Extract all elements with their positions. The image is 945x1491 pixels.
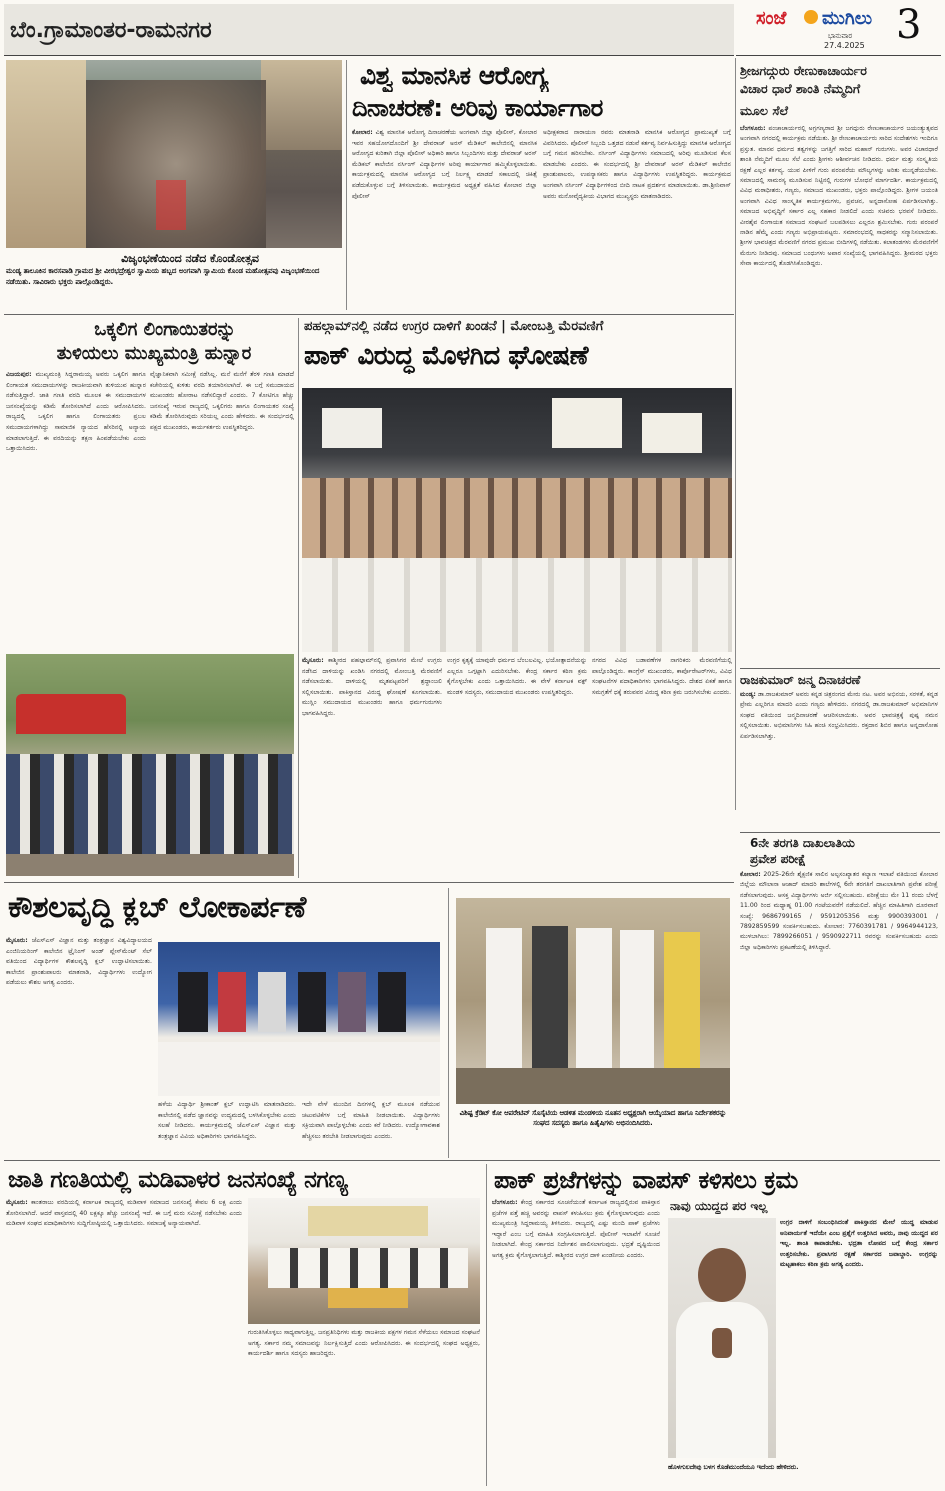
okkaliga-col2-text: ವೈಜ್ಞಾನಿಕವಾಗಿ ಸಮೀಕ್ಷೆ ನಡೆಸಿಲ್ಲ. ಮನೆ ಮನೆಗೆ ತೆರಳಿ ಗಣತಿ ಮಾಡದೆ ಕಚೇರಿಯಲ್ಲಿ ಕುಳಿತು ವರದಿ ತಯಾರಿಸಲಾಗಿದೆ. ಈ ಬಗ್ಗೆ ಸಮುದಾಯದ ಮುಖಂಡರು ಹೋರಾಟ ನಡೆಸಲಿದ್ದಾರೆ ಎಂದರು. 7 ಕೋಟಿಗೂ ಹೆಚ್ಚು ಜನಸಂಖ್ಯೆ ಇರುವ ರಾಜ್ಯದಲ್ಲಿ ಒಕ್ಕಲಿಗರು ಹಾಗೂ ಲಿಂಗಾಯತರ ಸಂಖ್ಯೆ ಕಡಿಮೆ ತೋರಿಸಿರುವುದು ಸರಿಯಲ್ಲ ಎಂದು ಹೇಳಿದರು. ಈ ಸಂದರ್ಭದಲ್ಲಿ ಪಕ್ಷದ ಮುಖಂಡರು, ಕಾರ್ಯಕರ್ತರು ಉಪಸ್ಥಿತರಿದ್ದರು.	[150, 371, 294, 431]
admission-dateline: ಕೋಲಾರ:	[740, 871, 761, 878]
skill-club-col2-text: ಹಳೆಯ ವಿದ್ಯಾರ್ಥಿ ಶ್ರೀಕಾಂತ್ ಕ್ಲಬ್ ಉದ್ಘಾಟಿಸಿ ಮಾತನಾಡಿದರು. ಕಾಲೇಜಿನಲ್ಲಿ ಪಡೆದ ಜ್ಞಾನವನ್ನು ಉದ್ಯಮದಲ್ಲಿ ಬಳಸಿಕೊಳ್ಳಬೇಕು ಎಂದು ಸಲಹೆ ನೀಡಿದರು. ಕಾರ್ಯಕ್ರಮದಲ್ಲಿ ಜೆಎಸ್ಎಸ್ ವಿಜ್ಞಾನ ಮತ್ತು ತಂತ್ರಜ್ಞಾನ ವಿವಿಯ ಅಧಿಕಾರಿಗಳು ಭಾಗವಹಿಸಿದ್ದರು.	[158, 1101, 296, 1140]
okkaliga-col1-text: ಮುಖ್ಯಮಂತ್ರಿ ಸಿದ್ದರಾಮಯ್ಯ ಅವರು ಒಕ್ಕಲಿಗ ಹಾಗೂ ಲಿಂಗಾಯತ ಸಮುದಾಯಗಳನ್ನು ರಾಜಕೀಯವಾಗಿ ತುಳಿಯುವ ಹುನ್ನಾರ ನಡೆಸುತ್ತಿದ್ದಾರೆ. ಜಾತಿ ಗಣತಿ ವರದಿ ಮೂಲಕ ಈ ಸಮುದಾಯಗಳ ಜನಸಂಖ್ಯೆಯನ್ನು ಕಡಿಮೆ ತೋರಿಸಲಾಗಿದೆ ಎಂದು ಆರೋಪಿಸಿದರು. ರಾಜ್ಯದಲ್ಲಿ ಒಕ್ಕಲಿಗ ಹಾಗೂ ಲಿಂಗಾಯತರು ಪ್ರಬಲ ಸಮುದಾಯಗಳಾಗಿದ್ದು ಸಾಮಾಜಿಕ ನ್ಯಾಯದ ಹೆಸರಿನಲ್ಲಿ ಅನ್ಯಾಯ ಮಾಡಲಾಗುತ್ತಿದೆ. ಈ ವರದಿಯನ್ನು ತಕ್ಷಣ ಹಿಂಪಡೆಯಬೇಕು ಎಂದು ಒತ್ತಾಯಿಸಿದರು.	[6, 371, 146, 453]
admission-headline-1: 6ನೇ ತರಗತಿ ದಾಖಲಾತಿಯ	[750, 836, 855, 850]
pak-citizens-body-text: ಕೇಂದ್ರ ಸರ್ಕಾರದ ಸೂಚನೆಯಂತೆ ಕರ್ನಾಟಕ ರಾಜ್ಯದಲ್ಲಿರುವ ಪಾಕಿಸ್ತಾನ ಪ್ರಜೆಗಳ ಪತ್ತೆ ಹಚ್ಚಿ ಅವರನ್ನು ವಾಪಸ್ ಕಳುಹಿಸಲು ಕ್ರಮ ಕೈಗೊಳ್ಳಲಾಗುವುದು ಎಂದು ಮುಖ್ಯಮಂತ್ರಿ ಸಿದ್ದರಾಮಯ್ಯ ತಿಳಿಸಿದರು. ರಾಜ್ಯದಲ್ಲಿ ಎಷ್ಟು ಮಂದಿ ಪಾಕ್ ಪ್ರಜೆಗಳು ಇದ್ದಾರೆ ಎಂಬ ಬಗ್ಗೆ ಮಾಹಿತಿ ಸಂಗ್ರಹಿಸಲಾಗುತ್ತಿದೆ. ಪೊಲೀಸ್ ಇಲಾಖೆಗೆ ಸೂಚನೆ ನೀಡಲಾಗಿದೆ. ಕೇಂದ್ರ ಸರ್ಕಾರದ ನಿರ್ದೇಶನ ಪಾಲಿಸಲಾಗುವುದು. ಭದ್ರತೆ ದೃಷ್ಟಿಯಿಂದ ಅಗತ್ಯ ಕ್ರಮ ಕೈಗೊಳ್ಳಲಾಗುತ್ತಿದೆ. ಕಾಶ್ಮೀರದ ಉಗ್ರರ ದಾಳಿ ಖಂಡನೀಯ ಎಂದರು.	[492, 1199, 660, 1259]
skill-club-col2	[158, 1100, 296, 1158]
protest-col1	[302, 656, 442, 876]
section-divider	[740, 668, 940, 669]
madivala-photo	[248, 1198, 480, 1324]
section-divider	[4, 882, 734, 883]
madivala-headline: ಜಾತಿ ಗಣತಿಯಲ್ಲಿ ಮಡಿವಾಳರ ಜನಸಂಖ್ಯೆ ನಗಣ್ಯ	[8, 1167, 348, 1193]
renuka-headline-1: ಶ್ರೀಜಗದ್ಗುರು ರೇಣುಕಾಚಾರ್ಯರ	[740, 63, 867, 78]
protest-photo	[302, 388, 732, 652]
protest-col1-text: ಕಾಶ್ಮೀರದ ಪಹಲ್ಗಾಮ್‌ನಲ್ಲಿ ಪ್ರವಾಸಿಗರ ಮೇಲೆ ಉಗ್ರರು ನಡೆಸಿದ ದಾಳಿಯನ್ನು ಖಂಡಿಸಿ ನಗರದಲ್ಲಿ ಮೋಂಬತ್ತಿ ಮೆರವಣಿಗೆ ನಡೆಸಲಾಯಿತು. ದಾಳಿಯಲ್ಲಿ ಮೃತಪಟ್ಟವರಿಗೆ ಶ್ರದ್ಧಾಂಜಲಿ ಸಲ್ಲಿಸಲಾಯಿತು. ಪಾಕಿಸ್ತಾನದ ವಿರುದ್ಧ ಘೋಷಣೆ ಕೂಗಲಾಯಿತು. ಮುಸ್ಲಿಂ ಸಮುದಾಯದ ಮುಖಂಡರು ಹಾಗೂ ಧರ್ಮಗುರುಗಳು ಭಾಗವಹಿಸಿದ್ದರು.	[302, 657, 442, 717]
protest-kicker: ಪಹಲ್ಗಾಮ್‌ನಲ್ಲಿ ನಡೆದ ಉಗ್ರರ ದಾಳಿಗೆ ಖಂಡನೆ | ಮೋಂಬತ್ತಿ ಮೆರವಣಿಗೆ	[304, 319, 604, 334]
paper-name-part1: ಸಂಜೆ	[756, 8, 787, 29]
protest-col3	[592, 656, 732, 876]
sun-icon	[804, 10, 818, 24]
skill-club-col3	[302, 1100, 440, 1158]
column-rule	[346, 60, 347, 310]
okkaliga-col2	[150, 370, 294, 650]
admission-headline-2: ಪ್ರವೇಶ ಪರೀಕ್ಷೆ	[750, 852, 806, 866]
renuka-body	[740, 124, 938, 664]
protest-col3-text: ನಗರದ ವಿವಿಧ ಬಡಾವಣೆಗಳ ನಾಗರಿಕರು ಮೆರವಣಿಗೆಯಲ್ಲಿ ಪಾಲ್ಗೊಂಡಿದ್ದರು. ಕಾಂಗ್ರೆಸ್ ಮುಖಂಡರು, ಕಾರ್ಪೊರೇಟರ್‌ಗಳು, ವಿವಿಧ ಸಂಘಟನೆಗಳ ಪದಾಧಿಕಾರಿಗಳು ಭಾಗವಹಿಸಿದ್ದರು. ದೇಶದ ಏಕತೆ ಹಾಗೂ ಸಮಗ್ರತೆಗೆ ಧಕ್ಕೆ ತರುವವರ ವಿರುದ್ಧ ಕಠಿಣ ಕ್ರಮ ಜರುಗಿಸಬೇಕು ಎಂದರು.	[592, 657, 732, 696]
cm-portrait-caption: ಹೊಳಗುಲದೇವು ಬಳಗ ಕೊಡೆಮುಂದೆಯೂ ಇದೆಂದು ಹೇಳಿದರು.	[668, 1463, 799, 1471]
madivala-col2-text: ಗುರುತಿಸಿಕೊಳ್ಳಲು ಸಾಧ್ಯವಾಗುತ್ತಿಲ್ಲ. ಜನಪ್ರತಿನಿಧಿಗಳು ಮತ್ತು ರಾಜಕೀಯ ಪಕ್ಷಗಳ ಗಮನ ಸೆಳೆಯಲು ಸಮಾಜದ ಸಂಘಟನೆ ಅಗತ್ಯ. ಸರ್ಕಾರ ನಮ್ಮ ಸಮಾಜವನ್ನು ನಿರ್ಲಕ್ಷಿಸುತ್ತಿದೆ ಎಂದು ಆರೋಪಿಸಿದರು. ಈ ಸಂದರ್ಭದಲ್ಲಿ ಸಂಘದ ಅಧ್ಯಕ್ಷರು, ಕಾರ್ಯದರ್ಶಿ ಹಾಗೂ ಸದಸ್ಯರು ಹಾಜರಿದ್ದರು.	[248, 1329, 480, 1358]
okkaliga-group-photo	[6, 654, 294, 876]
mental-health-headline-2: ದಿನಾಚರಣೆ: ಅರಿವು ಕಾರ್ಯಾಗಾರ	[352, 94, 603, 122]
column-rule	[448, 888, 449, 1158]
rajkumar-body	[740, 690, 938, 830]
section-divider	[4, 314, 734, 315]
felicitation-photo	[456, 898, 730, 1104]
protest-dateline: ಮೈಸೂರು:	[302, 657, 324, 664]
protest-headline: ಪಾಕ್ ವಿರುದ್ಧ ಮೊಳಗಿದ ಘೋಷಣೆ	[304, 341, 589, 371]
skill-club-col3-text: ಇದೇ ವೇಳೆ ಮುಂದಿನ ದಿನಗಳಲ್ಲಿ ಕ್ಲಬ್ ಮೂಲಕ ನಡೆಯುವ ಚಟುವಟಿಕೆಗಳ ಬಗ್ಗೆ ಮಾಹಿತಿ ನೀಡಲಾಯಿತು. ವಿದ್ಯಾರ್ಥಿಗಳು ಸಕ್ರಿಯವಾಗಿ ಪಾಲ್ಗೊಳ್ಳಬೇಕು ಎಂದು ಕರೆ ನೀಡಿದರು. ಉದ್ಯೋಗಾವಕಾಶ ಹೆಚ್ಚಿಸಲು ತರಬೇತಿ ನೀಡಲಾಗುವುದು ಎಂದರು.	[302, 1101, 440, 1140]
section-banner	[4, 4, 734, 56]
rajkumar-headline: ರಾಜಕುಮಾರ್ ಜನ್ಮ ದಿನಾಚರಣೆ	[740, 673, 861, 687]
renuka-headline-3: ಮೂಲ ಸೆಲೆ	[740, 103, 789, 118]
okkaliga-dateline: ವಿಜಯಪುರ:	[6, 371, 32, 378]
felicitation-caption: ವಿಶಿಷ್ಟ ಕ್ರೆಡಿಟ್ ಕೋ ಆಪರೇಟಿವ್ ಸೊಸೈಟಿಯ ಆಡಳಿತ ಮಂಡಳಿಯ ನೂತನ ಅಧ್ಯಕ್ಷರಾಗಿ ಆಯ್ಕೆಯಾದ ಹಾಗೂ ನಿರ್ದೇಶಕರನ್ನು ಸಂಘದ ಸದಸ್ಯರು ಹಾಗೂ ಹಿತೈಷಿಗಳು ಅಭಿನಂದಿಸಿದರು.	[459, 1109, 727, 1127]
renuka-headline-2: ವಿಚಾರ ಧಾರೆ ಶಾಂತಿ ನೆಮ್ಮದಿಗೆ	[740, 81, 861, 96]
okkaliga-headline-2: ತುಳಿಯಲು ಮುಖ್ಯಮಂತ್ರಿ ಹುನ್ನಾರ	[56, 343, 252, 364]
renuka-dateline: ಬೆಂಗಳೂರು:	[740, 125, 766, 132]
mental-health-col1-text: ವಿಶ್ವ ಮಾನಸಿಕ ಆರೋಗ್ಯ ದಿನಾಚರಣೆಯ ಅಂಗವಾಗಿ ಜಿಲ್ಲಾ ಪೊಲೀಸ್, ಕೋಲಾರ ಇವರ ಸಹಯೋಗದೊಂದಿಗೆ ಶ್ರೀ ದೇವರಾಜ್ ಅರಸ್ ಮೆಡಿಕಲ್ ಕಾಲೇಜಿನಲ್ಲಿ ಮಾನಸಿಕ ಆರೋಗ್ಯದ ಕುರಿತಾಗಿ ಜಿಲ್ಲಾ ಪೊಲೀಸ್ ಅಧಿಕಾರಿ ಹಾಗೂ ಸಿಬ್ಬಂದಿಗಳು ಮತ್ತು ದೇವರಾಜ್ ಅರಸ್ ಮೆಡಿಕಲ್ ಕಾಲೇಜಿನ ನರ್ಸಿಂಗ್ ವಿದ್ಯಾರ್ಥಿಗಳ ಅರಿವು ಕಾರ್ಯಾಗಾರ ಹಮ್ಮಿಕೊಳ್ಳಲಾಯಿತು. ಕಾರ್ಯಕ್ರಮದಲ್ಲಿ ಮಾನಸಿಕ ಆರೋಗ್ಯದ ಬಗ್ಗೆ ನಿರ್ಲಕ್ಷ್ಯ ಮಾಡದೆ ಸಕಾಲದಲ್ಲಿ ಚಿಕಿತ್ಸೆ ಪಡೆದುಕೊಳ್ಳುವ ಬಗ್ಗೆ ತಿಳಿಸಲಾಯಿತು. ಕಾರ್ಯಕ್ರಮದ ಅಧ್ಯಕ್ಷತೆ ವಹಿಸಿದ ಕೋಲಾರ ಜಿಲ್ಲಾ ಪೊಲೀಸ್	[352, 129, 537, 200]
madivala-col1	[6, 1198, 242, 1486]
column-rule	[735, 58, 736, 810]
pak-citizens-sidebar-title: ನಾವು ಯುದ್ಧದ ಪರ ಇಲ್ಲ	[670, 1199, 768, 1213]
mental-health-col2-text: ಅಧೀಕ್ಷಕರಾದ ನಾರಾಯಣ ರವರು ಮಾತನಾಡಿ ಮಾನಸಿಕ ಆರೋಗ್ಯದ ಪ್ರಾಮುಖ್ಯತೆ ಬಗ್ಗೆ ವಿವರಿಸಿದರು. ಪೊಲೀಸ್ ಸಿಬ್ಬಂದಿ ಒತ್ತಡದ ನಡುವೆ ಕರ್ತವ್ಯ ನಿರ್ವಹಿಸುತ್ತಿದ್ದು ಮಾನಸಿಕ ಆರೋಗ್ಯದ ಬಗ್ಗೆ ಗಮನ ಹರಿಸಬೇಕು. ನರ್ಸಿಂಗ್ ವಿದ್ಯಾರ್ಥಿಗಳು ಸಮಾಜದಲ್ಲಿ ಅರಿವು ಮೂಡಿಸುವ ಕೆಲಸ ಮಾಡಬೇಕು ಎಂದರು. ಈ ಸಂದರ್ಭದಲ್ಲಿ ಶ್ರೀ ದೇವರಾಜ್ ಅರಸ್ ಮೆಡಿಕಲ್ ಕಾಲೇಜಿನ ಪ್ರಾಂಶುಪಾಲರು, ಉಪನ್ಯಾಸಕರು ಹಾಗೂ ವಿದ್ಯಾರ್ಥಿಗಳು ಉಪಸ್ಥಿತರಿದ್ದರು. ಕಾರ್ಯಕ್ರಮದ ಅಂಗವಾಗಿ ನರ್ಸಿಂಗ್ ವಿದ್ಯಾರ್ಥಿಗಳಿಂದ ಬೀದಿ ನಾಟಕ ಪ್ರದರ್ಶನ ಮಾಡಲಾಯಿತು. ಡಾ.ಶ್ರೀನಿವಾಸ್ ಅವರು ಮನೋವೈದ್ಯಕೀಯ ವಿಭಾಗದ ಮುಖ್ಯಸ್ಥರು ಮಾತನಾಡಿದರು.	[543, 129, 731, 200]
mental-health-col2	[543, 128, 731, 308]
pak-citizens-sidebar-text: ಉಗ್ರರ ದಾಳಿಗೆ ಸಂಬಂಧಿಸಿದಂತೆ ಪಾಕಿಸ್ತಾನದ ಮೇಲೆ ಯುದ್ಧ ಮಾಡುವ ಅನಿವಾರ್ಯತೆ ಇದೆಯೇ ಎಂಬ ಪ್ರಶ್ನೆಗೆ ಉತ್ತರಿಸಿದ ಅವರು, ನಾವು ಯುದ್ಧದ ಪರ ಇಲ್ಲ. ಶಾಂತಿ ಕಾಪಾಡಬೇಕು. ಭದ್ರತಾ ಲೋಪದ ಬಗ್ಗೆ ಕೇಂದ್ರ ಸರ್ಕಾರ ಉತ್ತರಿಸಬೇಕು. ಪ್ರವಾಸಿಗರ ರಕ್ಷಣೆ ಸರ್ಕಾರದ ಜವಾಬ್ದಾರಿ. ಉಗ್ರರನ್ನು ಮಟ್ಟಹಾಕಲು ಕಠಿಣ ಕ್ರಮ ಅಗತ್ಯ ಎಂದರು.	[780, 1219, 938, 1269]
procession-headline: ವಿಜೃಂಭಣೆಯಿಂದ ನಡೆದ ಕೊಂಡೋತ್ಸವ	[121, 252, 259, 265]
skill-club-headline: ಕೌಶಲವೃದ್ಧಿ ಕ್ಲಬ್ ಲೋಕಾರ್ಪಣೆ	[8, 890, 306, 925]
renuka-body-text: ಪಂಚಾಚಾರ್ಯರಲ್ಲಿ ಅಗ್ರಗಣ್ಯರಾದ ಶ್ರೀ ಜಗದ್ಗುರು ರೇಣುಕಾಚಾರ್ಯರ ಜಯಂತ್ಯುತ್ಸವದ ಅಂಗವಾಗಿ ನಗರದಲ್ಲಿ ಕಾರ್ಯಕ್ರಮ ನಡೆಯಿತು. ಶ್ರೀ ರೇಣುಕಾಚಾರ್ಯರು ಸಾರಿದ ಸಂದೇಶಗಳು ಇಂದಿಗೂ ಪ್ರಸ್ತುತ. ಮಾನವ ಧರ್ಮದ ತತ್ವಗಳನ್ನು ಜಗತ್ತಿಗೆ ಸಾರಿದ ಮಹಾನ್ ಗುರುಗಳು. ಅವರ ವಿಚಾರಧಾರೆ ಶಾಂತಿ ನೆಮ್ಮದಿಗೆ ಮೂಲ ಸೆಲೆ ಎಂದು ಶ್ರೀಗಳು ಆಶೀರ್ವಚನ ನೀಡಿದರು. ಧರ್ಮ ಮತ್ತು ಸಂಸ್ಕೃತಿಯ ರಕ್ಷಣೆ ಎಲ್ಲರ ಕರ್ತವ್ಯ. ಯುವ ಪೀಳಿಗೆ ಗುರು ಪರಂಪರೆಯ ಮೌಲ್ಯಗಳನ್ನು ಅರಿತು ಮುನ್ನಡೆಯಬೇಕು. ಸಮಾಜದಲ್ಲಿ ಸಾಮರಸ್ಯ ಮೂಡಿಸುವ ನಿಟ್ಟಿನಲ್ಲಿ ಗುರುಗಳ ಬೋಧನೆ ಮಾರ್ಗದರ್ಶಿ. ಕಾರ್ಯಕ್ರಮದಲ್ಲಿ ವಿವಿಧ ಮಠಾಧೀಶರು, ಗಣ್ಯರು, ಸಮಾಜದ ಮುಖಂಡರು, ಭಕ್ತರು ಪಾಲ್ಗೊಂಡಿದ್ದರು. ಶ್ರೀಗಳ ಜಯಂತಿ ಅಂಗವಾಗಿ ವಿವಿಧ ಸಾಂಸ್ಕೃತಿಕ ಕಾರ್ಯಕ್ರಮಗಳು, ಪ್ರವಚನ, ಅನ್ನದಾಸೋಹ ಏರ್ಪಡಿಸಲಾಗಿತ್ತು. ಸಮಾಜದ ಅಭಿವೃದ್ಧಿಗೆ ಸರ್ಕಾರ ಎಲ್ಲ ಸಹಕಾರ ನೀಡಲಿದೆ ಎಂದು ಸಚಿವರು ಭರವಸೆ ನೀಡಿದರು. ವೀರಶೈವ ಲಿಂಗಾಯತ ಸಮಾಜದ ಸಂಘಟನೆ ಬಲಪಡಿಸಲು ಎಲ್ಲರೂ ಶ್ರಮಿಸಬೇಕು. ಗುರು ಪರಂಪರೆ ನಾಡಿನ ಹೆಮ್ಮೆ ಎಂದು ಗಣ್ಯರು ಅಭಿಪ್ರಾಯಪಟ್ಟರು. ಸಮಾರಂಭದಲ್ಲಿ ಸಾಧಕರನ್ನು ಸನ್ಮಾನಿಸಲಾಯಿತು. ಶ್ರೀಗಳ ಭಾವಚಿತ್ರದ ಮೆರವಣಿಗೆ ನಗರದ ಪ್ರಮುಖ ಬೀದಿಗಳಲ್ಲಿ ನಡೆಯಿತು. ಕಲಾತಂಡಗಳು ಮೆರವಣಿಗೆಗೆ ಮೆರುಗು ನೀಡಿದವು. ಸಮಾಜದ ಬಂಧುಗಳು ಅಪಾರ ಸಂಖ್ಯೆಯಲ್ಲಿ ಭಾಗವಹಿಸಿದ್ದರು. ಶ್ರೀಮಠದ ಭಕ್ತರು ಸೇವಾ ಕಾರ್ಯದಲ್ಲಿ ತೊಡಗಿಸಿಕೊಂಡಿದ್ದರು.	[740, 125, 938, 268]
protest-col2	[447, 656, 587, 876]
pak-citizens-dateline: ಬೆಂಗಳೂರು:	[492, 1199, 518, 1206]
column-rule	[486, 1164, 487, 1486]
admission-body-text: 2025-26ನೇ ಶೈಕ್ಷಣಿಕ ಸಾಲಿನ ಅಲ್ಪಸಂಖ್ಯಾತರ ಕಲ್ಯಾಣ ಇಲಾಖೆ ವತಿಯಿಂದ ಕೋಲಾರ ಜಿಲ್ಲೆಯ ಮೌಲಾನಾ ಆಜಾದ್ ಮಾದರಿ ಶಾಲೆಗಳಲ್ಲಿ 6ನೇ ತರಗತಿಗೆ ದಾಖಲಾತಿಗಾಗಿ ಪ್ರವೇಶ ಪರೀಕ್ಷೆ ನಡೆಸಲಾಗುವುದು. ಆಸಕ್ತ ವಿದ್ಯಾರ್ಥಿಗಳು ಅರ್ಜಿ ಸಲ್ಲಿಸಬಹುದು. ಪರೀಕ್ಷೆಯು ಮೇ 11 ರಂದು ಬೆಳಗ್ಗೆ 11.00 ರಿಂದ ಮಧ್ಯಾಹ್ನ 01.00 ಗಂಟೆಯವರೆಗೆ ನಡೆಯಲಿದೆ. ಹೆಚ್ಚಿನ ಮಾಹಿತಿಗಾಗಿ ದೂರವಾಣಿ ಸಂಖ್ಯೆ: 9686799165 / 9591205356 ಮತ್ತು 9900393001 / 7892859599 ಸಂಪರ್ಕಿಸಬಹುದು. ಕೋಲಾರ: 7760391781 / 9964944123, ಮುಳಬಾಗಿಲು: 7899266051 / 9590922711 ರವರನ್ನು ಸಂಪರ್ಕಿಸಬಹುದು ಎಂದು ಜಿಲ್ಲಾ ಅಧಿಕಾರಿಗಳು ಪ್ರಕಟಣೆಯಲ್ಲಿ ತಿಳಿಸಿದ್ದಾರೆ.	[740, 871, 938, 951]
okkaliga-headline-1: ಒಕ್ಕಲಿಗ ಲಿಂಗಾಯಿತರನ್ನು	[94, 319, 236, 340]
issue-date: 27.4.2025	[824, 41, 865, 50]
skill-club-col1-text: ಜೆಎಸ್ಎಸ್ ವಿಜ್ಞಾನ ಮತ್ತು ತಂತ್ರಜ್ಞಾನ ವಿಶ್ವವಿದ್ಯಾಲಯದ ಎಂಜಿನಿಯರಿಂಗ್ ಕಾಲೇಜಿನ ಟ್ರೈನಿಂಗ್ ಅಂಡ್ ಪ್ಲೇಸ್‌ಮೆಂಟ್ ಸೆಲ್ ವತಿಯಿಂದ ವಿದ್ಯಾರ್ಥಿಗಳ ಕೌಶಲವೃದ್ಧಿ ಕ್ಲಬ್ ಉದ್ಘಾಟಿಸಲಾಯಿತು. ಕಾಲೇಜಿನ ಪ್ರಾಂಶುಪಾಲರು ಮಾತನಾಡಿ, ವಿದ್ಯಾರ್ಥಿಗಳು ಉದ್ಯೋಗ ಪಡೆಯಲು ಕೌಶಲ ಅಗತ್ಯ ಎಂದರು.	[6, 937, 152, 987]
paper-name-part2: ಮುಗಿಲು	[822, 8, 873, 29]
section-divider	[740, 832, 940, 833]
okkaliga-col1	[6, 370, 146, 650]
mental-health-dateline: ಕೋಲಾರ:	[352, 129, 373, 136]
madivala-dateline: ಮೈಸೂರು:	[6, 1199, 28, 1206]
skill-club-dateline: ಮೈಸೂರು:	[6, 937, 28, 944]
pak-citizens-sidebar-body	[780, 1218, 938, 1458]
rajkumar-body-text: ಡಾ.ರಾಜಕುಮಾರ್ ಅವರು ಕನ್ನಡ ಚಿತ್ರರಂಗದ ಮೇರು ನಟ. ಅವರ ಅಭಿನಯ, ಸರಳತೆ, ಕನ್ನಡ ಪ್ರೇಮ ಎಲ್ಲರಿಗೂ ಮಾದರಿ ಎಂದು ಗಣ್ಯರು ಹೇಳಿದರು. ನಗರದಲ್ಲಿ ಡಾ.ರಾಜಕುಮಾರ್ ಅಭಿಮಾನಿಗಳ ಸಂಘದ ವತಿಯಿಂದ ಜನ್ಮದಿನಾಚರಣೆ ಆಚರಿಸಲಾಯಿತು. ಅವರ ಭಾವಚಿತ್ರಕ್ಕೆ ಪುಷ್ಪ ನಮನ ಸಲ್ಲಿಸಲಾಯಿತು. ಅಭಿಮಾನಿಗಳು ಸಿಹಿ ಹಂಚಿ ಸಂಭ್ರಮಿಸಿದರು. ರಕ್ತದಾನ ಶಿಬಿರ ಹಾಗೂ ಅನ್ನದಾಸೋಹ ಏರ್ಪಡಿಸಲಾಗಿತ್ತು.	[740, 691, 938, 740]
section-title: ಬೆಂ.ಗ್ರಾಮಾಂತರ-ರಾಮನಗರ	[10, 18, 212, 43]
madivala-col1-text: ಕಾಂತರಾಜು ವರದಿಯಲ್ಲಿ ಕರ್ನಾಟಕ ರಾಜ್ಯದಲ್ಲಿ ಮಡಿವಾಳ ಸಮಾಜದ ಜನಸಂಖ್ಯೆ ಕೇವಲ 6 ಲಕ್ಷ ಎಂದು ತೋರಿಸಲಾಗಿದೆ. ಆದರೆ ವಾಸ್ತವದಲ್ಲಿ 40 ಲಕ್ಷಕ್ಕೂ ಹೆಚ್ಚು ಜನಸಂಖ್ಯೆ ಇದೆ. ಈ ಬಗ್ಗೆ ಮರು ಸಮೀಕ್ಷೆ ನಡೆಸಬೇಕು ಎಂದು ಮಡಿವಾಳ ಸಂಘದ ಪದಾಧಿಕಾರಿಗಳು ಸುದ್ದಿಗೋಷ್ಠಿಯಲ್ಲಿ ಒತ್ತಾಯಿಸಿದರು. ಸಮಾಜಕ್ಕೆ ಅನ್ಯಾಯವಾಗಿದೆ.	[6, 1199, 242, 1228]
procession-photo	[6, 60, 342, 248]
procession-caption: ಮಂಡ್ಯ ತಾಲೂಕಿನ ಕಾರಸವಾಡಿ ಗ್ರಾಮದ ಶ್ರೀ ವೀರಭದ್ರೇಶ್ವರ ಸ್ವಾಮಿಯ ಹಬ್ಬದ ಅಂಗವಾಗಿ ಸ್ವಾಮಿಯ ಕೊಂಡ ಮಹೋತ್ಸವವು ವಿಜೃಂಭಣೆಯಿಂದ ನಡೆಯಿತು. ಸಾವಿರಾರು ಭಕ್ತರು ಪಾಲ್ಗೊಂಡಿದ್ದರು.	[6, 267, 320, 286]
rajkumar-dateline: ಮಂಡ್ಯ:	[740, 691, 756, 698]
page-number: 3	[896, 4, 922, 48]
column-rule	[298, 318, 299, 878]
protest-col2-text: ಉಗ್ರರ ಕೃತ್ಯಕ್ಕೆ ಯಾವುದೇ ಧರ್ಮದ ಬೆಂಬಲವಿಲ್ಲ. ಭಯೋತ್ಪಾದನೆಯನ್ನು ಎಲ್ಲರೂ ಒಗ್ಗಟ್ಟಾಗಿ ಎದುರಿಸಬೇಕು. ಕೇಂದ್ರ ಸರ್ಕಾರ ಕಠಿಣ ಕ್ರಮ ಕೈಗೊಳ್ಳಬೇಕು ಎಂದು ಒತ್ತಾಯಿಸಿದರು. ಈ ವೇಳೆ ಕರ್ನಾಟಕ ವಕ್ಫ್ ಮಂಡಳಿ ಸದಸ್ಯರು, ಸಮುದಾಯದ ಮುಖಂಡರು ಉಪಸ್ಥಿತರಿದ್ದರು.	[447, 657, 587, 696]
madivala-col2	[248, 1328, 480, 1488]
section-divider	[4, 1160, 940, 1161]
cm-portrait-photo	[668, 1218, 776, 1458]
pak-citizens-body	[492, 1198, 660, 1486]
skill-club-col1	[6, 936, 152, 1156]
admission-body	[740, 870, 938, 1160]
mental-health-col1	[352, 128, 537, 308]
mental-health-headline-1: ವಿಶ್ವ ಮಾನಸಿಕ ಆರೋಗ್ಯ	[360, 61, 549, 90]
skill-club-photo	[158, 942, 440, 1096]
masthead-logo	[736, 4, 941, 56]
pak-citizens-headline: ಪಾಕ್ ಪ್ರಜೆಗಳನ್ನು ವಾಪಸ್ ಕಳಿಸಲು ಕ್ರಮ	[494, 1166, 798, 1194]
issue-day: ಭಾನುವಾರ	[828, 32, 853, 40]
